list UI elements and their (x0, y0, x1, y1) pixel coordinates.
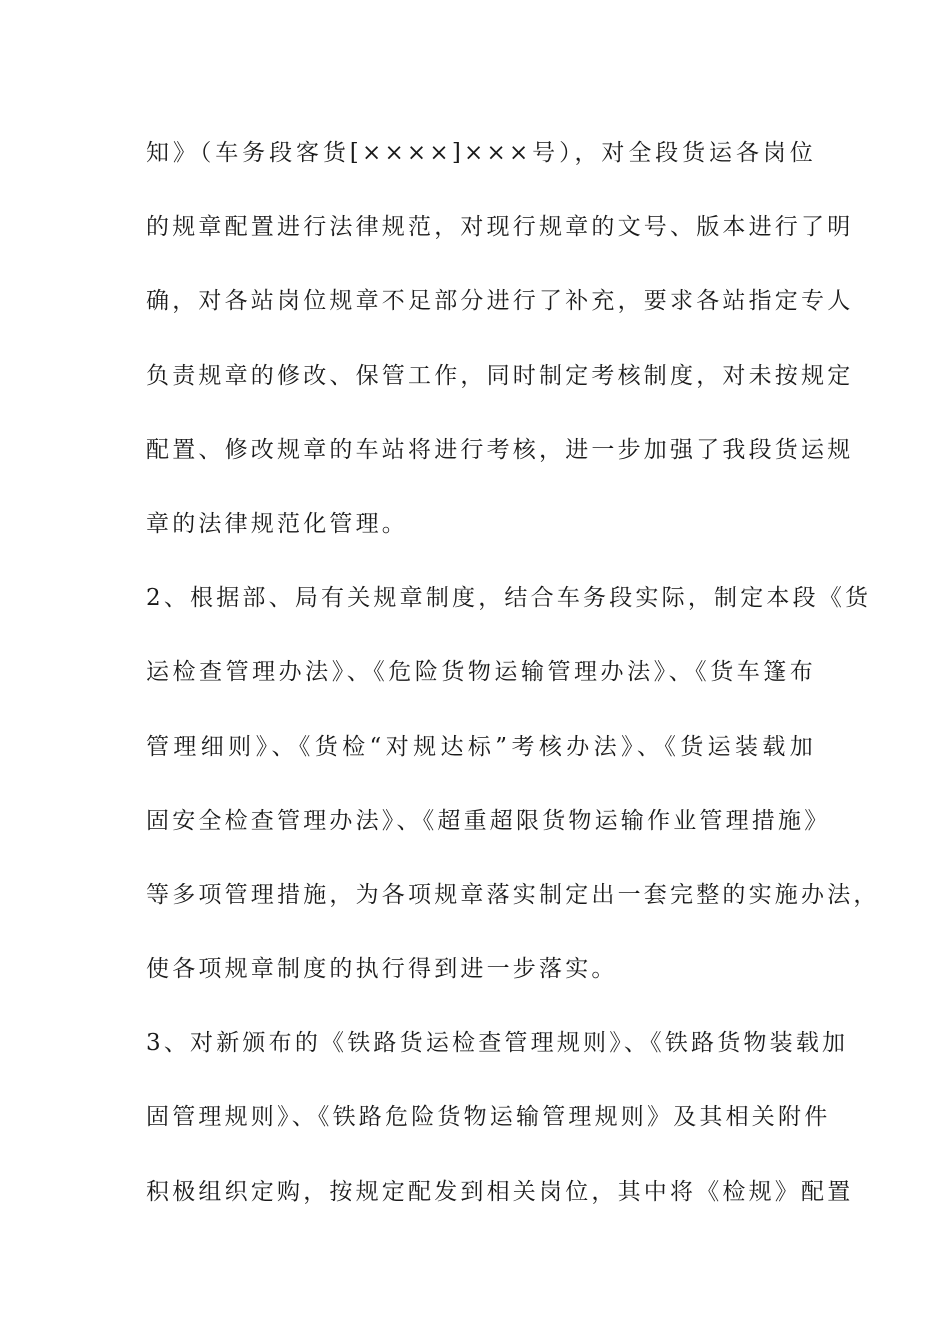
text-line-12: 使各项规章制度的执行得到进一步落实。 (146, 956, 618, 983)
text-line-9: 管理细则》、《货检“对规达标”考核办法》、《货运装载加 (146, 733, 816, 760)
text-line-3: 确，对各站岗位规章不足部分进行了补充，要求各站指定专人 (146, 288, 854, 315)
text-line-4: 负责规章的修改、保管工作，同时制定考核制度，对未按规定 (146, 362, 854, 389)
text-line-5: 配置、修改规章的车站将进行考核，进一步加强了我段货运规 (146, 436, 854, 463)
text-line-7: 2、根据部、局有关规章制度，结合车务段实际，制定本段《货 (146, 585, 872, 612)
text-line-11: 等多项管理措施，为各项规章落实制定出一套完整的实施办法， (146, 881, 880, 908)
text-line-8: 运检查管理办法》、《危险货物运输管理办法》、《货车篷布 (146, 659, 816, 686)
text-line-6: 章的法律规范化管理。 (146, 510, 408, 537)
text-line-1: 知》（车务段客货[××××]×××号），对全段货运各岗位 (146, 140, 816, 166)
text-line-2: 的规章配置进行法律规范，对现行规章的文号、版本进行了明 (146, 214, 854, 241)
text-line-13: 3、对新颁布的《铁路货运检查管理规则》、《铁路货物装载加 (146, 1030, 849, 1057)
text-line-15: 积极组织定购，按规定配发到相关岗位，其中将《检规》配置 (146, 1178, 854, 1205)
document-body (146, 122, 880, 1235)
text-line-14: 固管理规则》、《铁路危险货物运输管理规则》及其相关附件 (146, 1104, 831, 1131)
text-line-10: 固安全检查管理办法》、《超重超限货物运输作业管理措施》 (146, 807, 831, 834)
